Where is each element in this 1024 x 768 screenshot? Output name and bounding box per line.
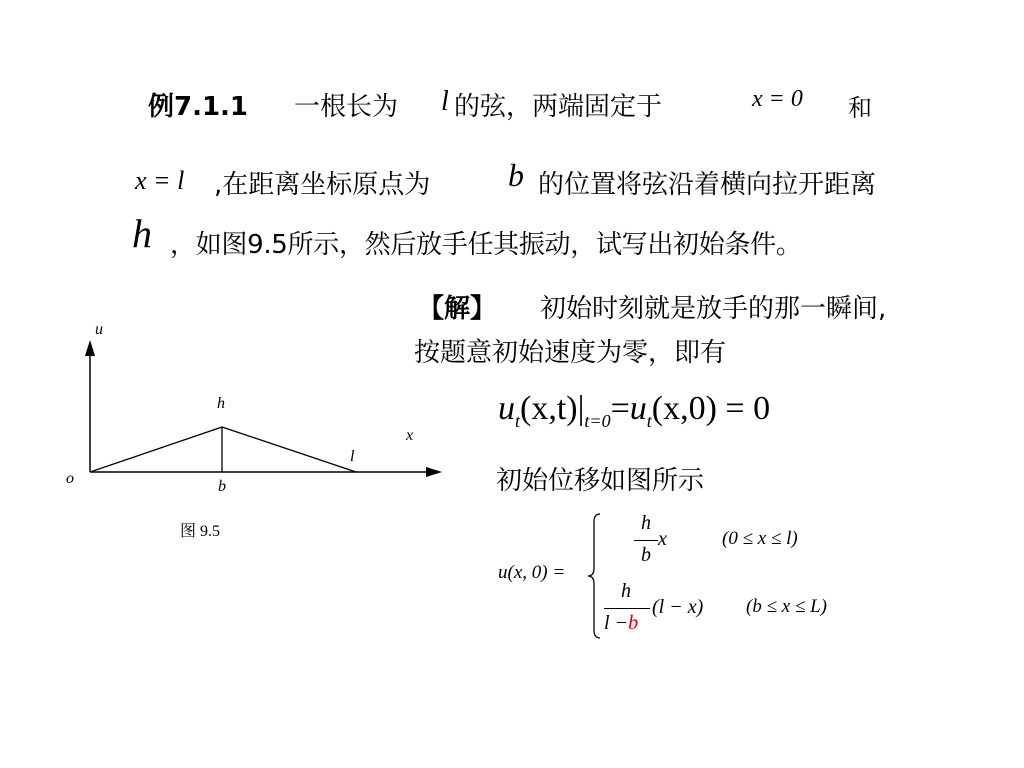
case2-condition: (b ≤ x ≤ L) (746, 596, 828, 617)
string-left-segment (90, 427, 222, 472)
solution-label: 【解】 (418, 294, 497, 324)
var-h: h (132, 211, 152, 256)
case2-denominator: l −b (604, 612, 639, 634)
case2-denominator-b: b (628, 612, 639, 634)
piecewise-lhs: u(x, 0) = (498, 562, 566, 583)
var-l: l (441, 86, 449, 117)
problem-text-b: 的弦，两端固定于 (454, 92, 663, 122)
case1-denominator: b (641, 544, 651, 566)
case2-numerator: h (621, 580, 631, 602)
var-b: b (508, 157, 524, 193)
case1-fraction-bar (634, 540, 658, 541)
x-axis-arrow (426, 467, 442, 477)
axis-label-x: x (406, 427, 414, 444)
example-label: 例7.1.1 (148, 92, 249, 122)
position-label-b: b (218, 478, 226, 495)
piecewise-brace (586, 512, 602, 640)
axis-label-u: u (95, 321, 103, 338)
case2-expression: (l − x) (652, 596, 704, 618)
figure-caption: 图 9.5 (180, 523, 221, 540)
figure-9-5 (0, 0, 460, 560)
solution-line-1: 初始时刻就是放手的那一瞬间, (540, 294, 887, 324)
case2-fraction-bar (604, 608, 650, 609)
case1-expression: x (658, 528, 667, 550)
u-axis-arrow (85, 340, 95, 356)
peak-label-h: h (217, 395, 225, 412)
length-label-l: l (350, 448, 355, 465)
string-right-segment (222, 427, 356, 472)
problem-text-a: 一根长为 (294, 92, 399, 122)
case1-numerator: h (641, 512, 651, 534)
problem-text-c: ,在距离坐标原点为 (214, 170, 431, 200)
solution-line-3: 初始位移如图所示 (496, 466, 705, 496)
equation-initial-velocity: $u_t(x,t)|_{t=0}=u_t(x,0) = 0$ (498, 390, 771, 431)
problem-text-e: ，如图9.5所示，然后放手任其振动，试写出初始条件。 (170, 230, 802, 260)
equation-x-eq-l: x = l (135, 166, 185, 195)
equation-x-eq-0: x = 0 (752, 86, 803, 112)
solution-line-2: 按题意初始速度为零，即有 (414, 338, 727, 368)
problem-text-d: 的位置将弦沿着横向拉开距离 (538, 170, 877, 200)
case1-condition: (0 ≤ x ≤ l) (722, 528, 798, 549)
problem-text-he: 和 (848, 94, 872, 122)
origin-label: o (66, 470, 74, 487)
